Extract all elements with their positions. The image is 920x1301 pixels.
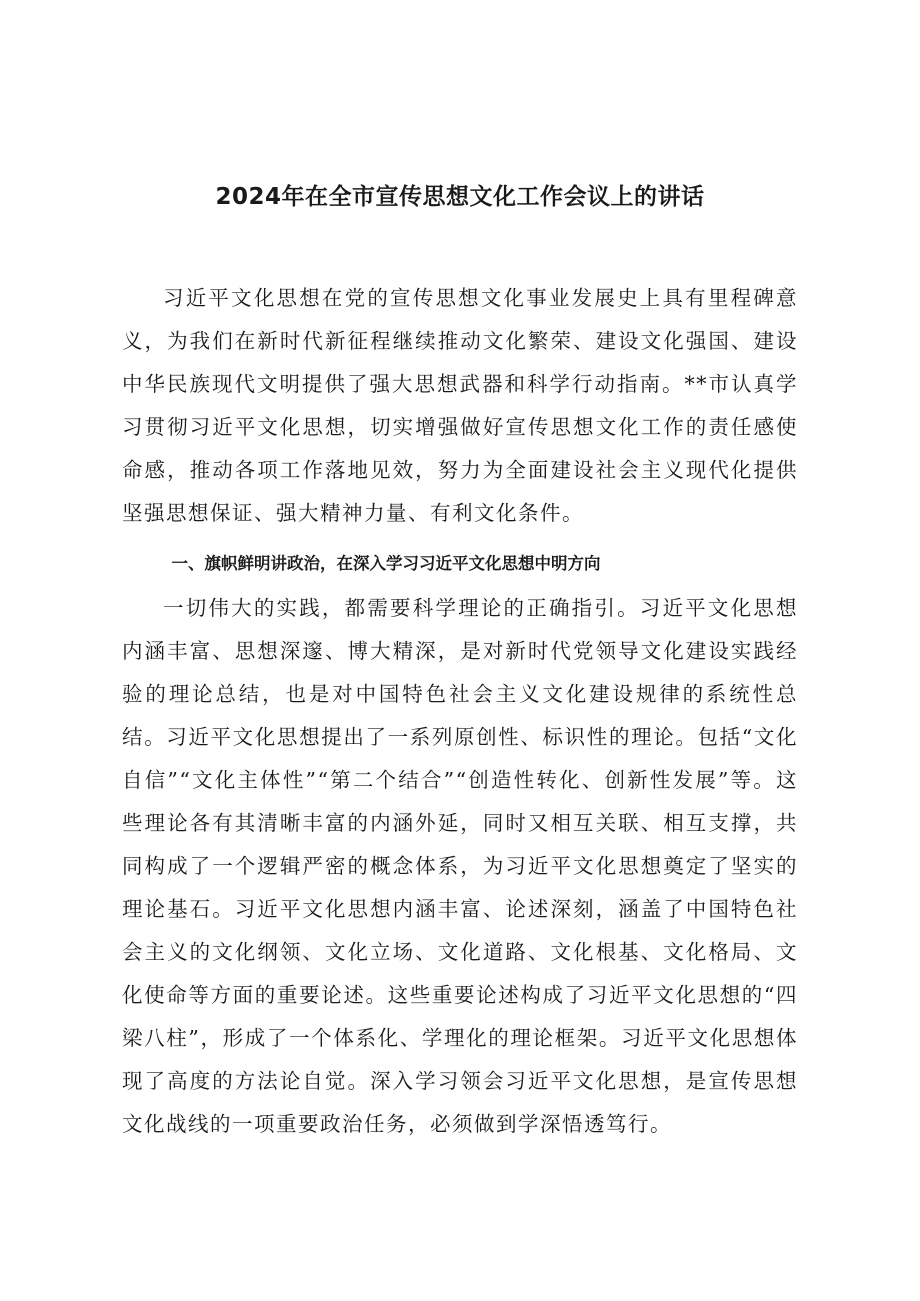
intro-paragraph: 习近平文化思想在党的宣传思想文化事业发展史上具有里程碑意义，为我们在新时代新征程继续推动文化繁荣、建设文化强国、建设中华民族现代文明提供了强大思想武器和科学行动指南。**市认真学习贯彻习近平文化思想，切实增强做好宣传思想文化工作的责任感使命感，推动各项工作落地见效，努力为全面建设社会主义现代化提供坚强思想保证、强大精神力量、有利文化条件。 xyxy=(122,286,798,525)
section-heading: 一、旗帜鲜明讲政治，在深入学习习近平文化思想中明方向 xyxy=(171,554,601,573)
document-title: 2024年在全市宣传思想文化工作会议上的讲话 xyxy=(215,184,705,210)
section-paragraph: 一切伟大的实践，都需要科学理论的正确指引。习近平文化思想内涵丰富、思想深邃、博大精深，是对新时代党领导文化建设实践经验的理论总结，也是对中国特色社会主义文化建设规律的系统性总结。习近平文化思想提出了一系列原创性、标识性的理论。包括“文化自信”“文化主体性”“第二个结合”“创造性转化、创新性发展”等。这些理论各有其清晰丰富的内涵外延，同时又相互关联、相互支撑，共同构成了一个逻辑严密的概念体系，为习近平文化思想奠定了坚实的理论基石。习近平文化思想内涵丰富、论述深刻，涵盖了中国特色社会主义的文化纲领、文化立场、文化道路、文化根基、文化格局、文化使命等方面的重要论述。这些重要论述构成了习近平文化思想的“四梁八柱”，形成了一个体系化、学理化的理论框架。习近平文化思想体现了高度的方法论自觉。深入学习领会习近平文化思想，是宣传思想文化战线的一项重要政治任务，必须做到学深悟透笃行。 xyxy=(122,596,798,1136)
